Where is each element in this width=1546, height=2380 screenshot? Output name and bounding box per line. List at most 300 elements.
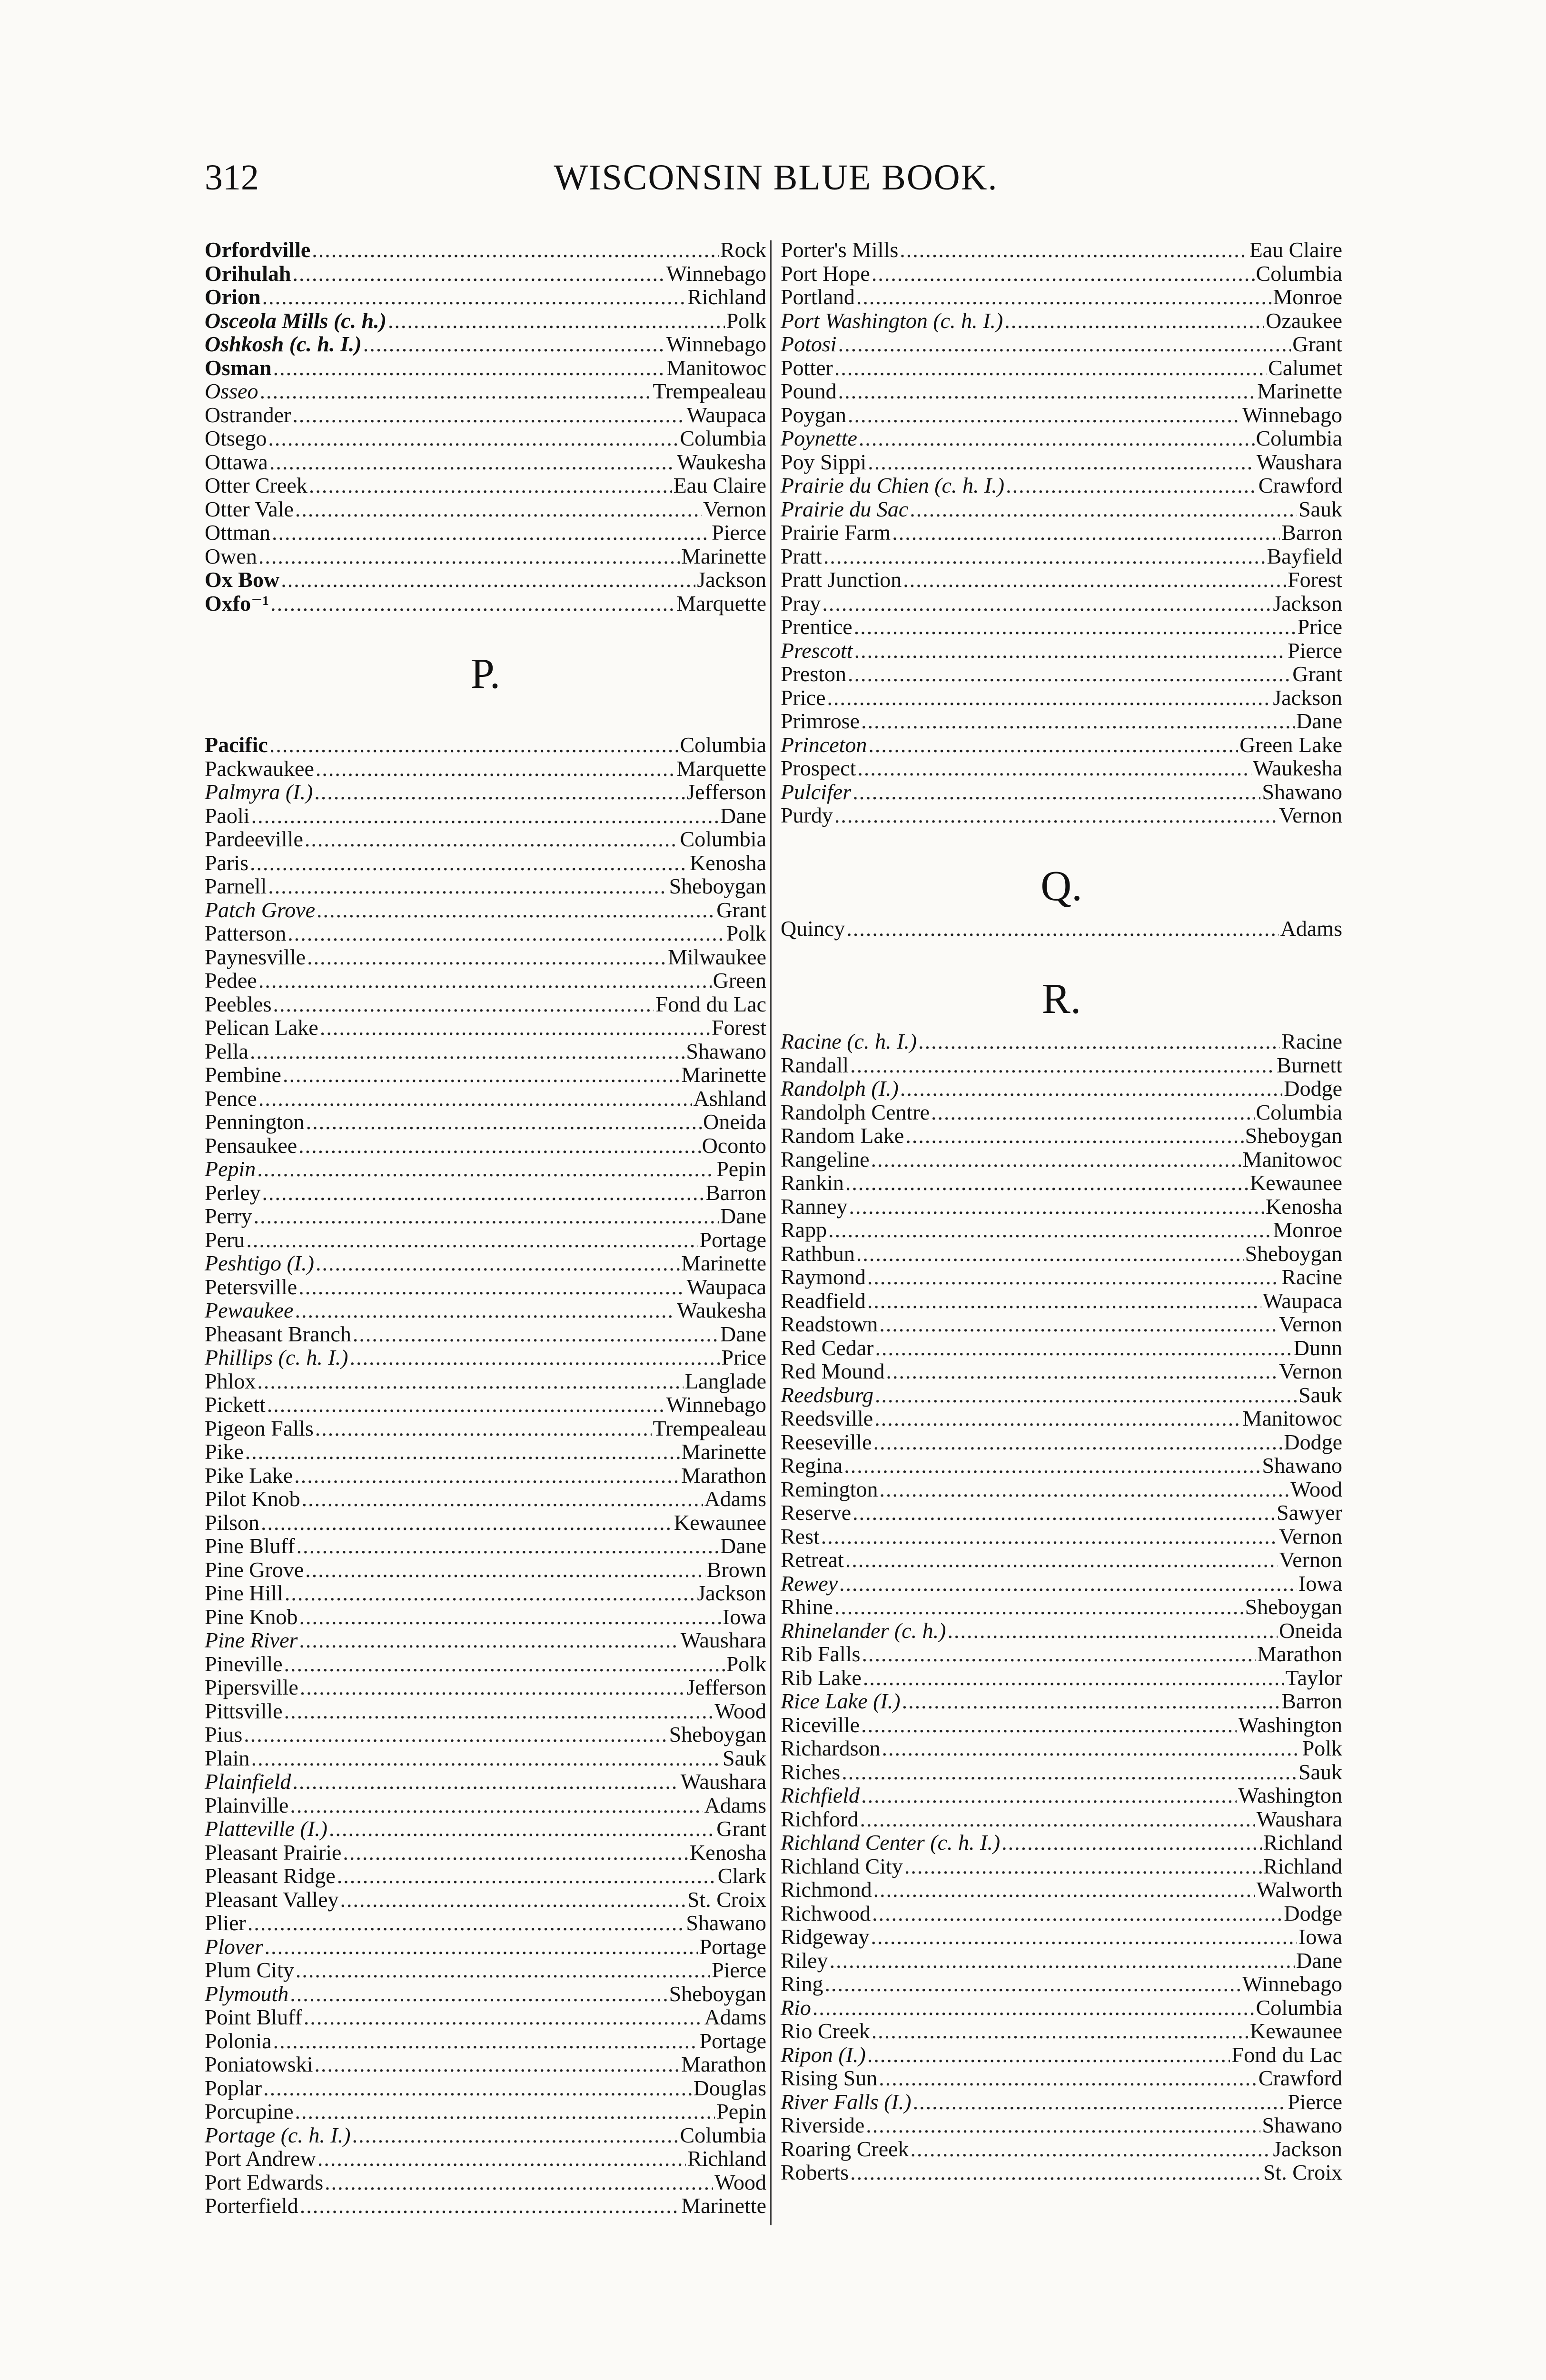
dot-leader: [861, 709, 1295, 733]
place-name: Otter Creek: [205, 473, 307, 497]
dot-leader: [854, 639, 1286, 663]
dot-leader: [293, 262, 665, 286]
place-name: Randall: [781, 1052, 849, 1077]
place-name: Rankin: [781, 1170, 844, 1195]
county-name: Jackson: [1273, 591, 1342, 615]
county-name: Dodge: [1284, 1429, 1342, 1454]
left-column: [205, 238, 766, 2218]
gazetteer-entry: [781, 332, 1342, 356]
dot-leader: [904, 1854, 1262, 1878]
dot-leader: [317, 2147, 686, 2171]
place-name: Pleasant Prairie: [205, 1840, 342, 1864]
dot-leader: [352, 2123, 679, 2147]
gazetteer-entry: [781, 709, 1342, 733]
gazetteer-entry: [781, 1478, 1342, 1501]
county-name: Kewaunee: [1249, 2019, 1342, 2043]
place-name: Porterfield: [205, 2193, 298, 2218]
county-name: Dane: [720, 803, 766, 828]
dot-leader: [292, 403, 685, 427]
gazetteer-entry: [781, 403, 1342, 427]
gazetteer-entry: [781, 1595, 1342, 1619]
place-name: Osman: [205, 355, 272, 380]
spacer: [205, 704, 766, 733]
dot-leader: [856, 285, 1271, 309]
place-name: Remington: [781, 1477, 878, 1501]
place-name: Reeseville: [781, 1429, 872, 1454]
place-name: Phlox: [205, 1368, 256, 1393]
gazetteer-entry: [205, 2171, 766, 2194]
dot-leader: [316, 1251, 680, 1275]
county-name: Sauk: [1298, 496, 1342, 521]
place-name: Point Bluff: [205, 2005, 302, 2029]
p-entries-continued: [781, 238, 1342, 827]
place-name: Random Lake: [781, 1123, 904, 1148]
gazetteer-entry: [205, 238, 766, 262]
county-name: Sawyer: [1277, 1500, 1342, 1525]
dot-leader: [337, 1864, 716, 1888]
place-name: Patterson: [205, 921, 287, 945]
gazetteer-entry: [781, 2137, 1342, 2161]
place-name: Pine Knob: [205, 1604, 298, 1629]
county-name: Price: [1297, 615, 1342, 639]
dot-leader: [845, 1171, 1249, 1195]
place-name: Pedee: [205, 968, 257, 992]
place-name: Peebles: [205, 992, 272, 1016]
gazetteer-entry: [781, 285, 1342, 309]
place-name: Pacific: [205, 733, 268, 757]
gazetteer-entry: [781, 1831, 1342, 1854]
gazetteer-entry: [205, 1393, 766, 1417]
county-name: Shawano: [1262, 2113, 1342, 2137]
dot-leader: [262, 1181, 704, 1205]
gazetteer-entry: [205, 1228, 766, 1252]
place-name: Richland Center (c. h. I.): [781, 1830, 1001, 1854]
dot-leader: [873, 1878, 1255, 1902]
county-name: Richland: [1263, 1830, 1342, 1854]
place-name: Pelican Lake: [205, 1015, 318, 1040]
dot-leader: [856, 1242, 1244, 1266]
spacer: [205, 615, 766, 644]
county-name: Milwaukee: [668, 944, 766, 969]
county-name: Columbia: [680, 827, 766, 851]
county-name: Richland: [1263, 1854, 1342, 1878]
county-name: Dane: [1296, 1948, 1342, 1973]
gazetteer-entry: [781, 803, 1342, 827]
dot-leader: [294, 1464, 680, 1488]
place-name: Plain: [205, 1745, 250, 1770]
place-name: Portland: [781, 285, 855, 309]
county-name: Manitowoc: [666, 355, 766, 380]
dot-leader: [302, 1487, 703, 1511]
dot-leader: [827, 686, 1272, 710]
county-name: Ozaukee: [1266, 308, 1342, 333]
gazetteer-entry: [205, 1794, 766, 1817]
gazetteer-entry: [205, 969, 766, 992]
county-name: Jackson: [697, 567, 766, 592]
place-name: Orfordville: [205, 238, 311, 262]
column-divider: [770, 240, 772, 2225]
county-name: St. Croix: [1263, 2160, 1342, 2184]
county-name: Waukesha: [1253, 756, 1342, 780]
county-name: Waushara: [680, 1628, 766, 1652]
county-name: Crawford: [1258, 473, 1342, 497]
dot-leader: [905, 1124, 1243, 1148]
dot-leader: [292, 1770, 679, 1794]
place-name: Pike Lake: [205, 1463, 293, 1488]
place-name: Port Hope: [781, 261, 870, 286]
dot-leader: [306, 1110, 702, 1134]
place-name: Orihulah: [205, 261, 291, 286]
spacer: [781, 940, 1342, 969]
place-name: Prentice: [781, 615, 852, 639]
place-name: Pound: [781, 379, 837, 403]
county-name: Columbia: [680, 2122, 766, 2147]
county-name: Grant: [716, 1816, 766, 1841]
place-name: Potosi: [781, 332, 837, 356]
gazetteer-entry: [205, 945, 766, 969]
gazetteer-entry: [781, 756, 1342, 780]
place-name: Port Edwards: [205, 2170, 324, 2194]
dot-leader: [250, 1040, 684, 1063]
place-name: Oshkosh (c. h. I.): [205, 332, 362, 356]
dot-leader: [273, 2029, 698, 2053]
place-name: Riley: [781, 1948, 828, 1973]
county-name: Columbia: [680, 426, 766, 450]
dot-leader: [304, 2005, 703, 2029]
dot-leader: [258, 545, 680, 568]
place-name: Poniatowski: [205, 2052, 313, 2076]
dot-leader: [314, 2053, 680, 2076]
place-name: Racine (c. h. I.): [781, 1029, 917, 1053]
dot-leader: [295, 1299, 675, 1322]
dot-leader: [1006, 474, 1257, 497]
gazetteer-entry: [205, 1817, 766, 1841]
place-name: Raymond: [781, 1265, 866, 1289]
place-name: Owen: [205, 544, 257, 568]
county-name: Waushara: [680, 1769, 766, 1794]
county-name: Dane: [720, 1534, 766, 1558]
gazetteer-entry: [205, 992, 766, 1016]
county-name: Langlade: [684, 1368, 766, 1393]
place-name: Pike: [205, 1439, 244, 1464]
county-name: Douglas: [693, 2075, 766, 2100]
place-name: Perley: [205, 1180, 261, 1205]
dot-leader: [879, 2066, 1257, 2090]
place-name: Rhinelander (c. h.): [781, 1618, 946, 1643]
dot-leader: [860, 1807, 1255, 1831]
place-name: Retreat: [781, 1547, 844, 1572]
gazetteer-entry: [781, 1736, 1342, 1760]
county-name: Dodge: [1284, 1901, 1342, 1925]
o-entries: [205, 238, 766, 615]
place-name: Pulcifer: [781, 779, 852, 804]
county-name: Kenosha: [1266, 1194, 1342, 1219]
place-name: Ripon (I.): [781, 2042, 866, 2067]
dot-leader: [251, 804, 719, 828]
county-name: Walworth: [1256, 1877, 1342, 1902]
dot-leader: [931, 1101, 1255, 1124]
dot-leader: [913, 2090, 1286, 2114]
county-name: Manitowoc: [1242, 1147, 1342, 1171]
place-name: Oxfo⁻¹: [205, 591, 269, 615]
county-name: Rock: [720, 238, 766, 262]
county-name: Grant: [716, 897, 766, 922]
gazetteer-entry: [781, 238, 1342, 262]
dot-leader: [300, 2194, 680, 2218]
dot-leader: [862, 1642, 1256, 1666]
county-name: Oconto: [702, 1133, 766, 1158]
place-name: Reedsburg: [781, 1382, 874, 1407]
gazetteer-entry: [781, 1454, 1342, 1478]
county-name: Polk: [726, 1651, 766, 1676]
county-name: Green: [713, 968, 766, 992]
county-name: Barron: [705, 1180, 766, 1205]
gazetteer-entry: [205, 1251, 766, 1275]
place-name: Randolph (I.): [781, 1076, 899, 1101]
place-name: Prairie Farm: [781, 520, 891, 545]
gazetteer-entry: [205, 1487, 766, 1511]
dot-leader: [316, 757, 675, 781]
dot-leader: [254, 1204, 719, 1228]
county-name: Iowa: [1298, 1571, 1342, 1596]
place-name: Pennington: [205, 1110, 305, 1134]
gazetteer-entry: [781, 309, 1342, 333]
place-name: Pigeon Falls: [205, 1416, 314, 1440]
county-name: Marathon: [681, 1463, 766, 1488]
place-name: Plum City: [205, 1958, 294, 1982]
dot-leader: [290, 1982, 667, 2006]
county-name: Columbia: [1256, 426, 1342, 450]
dot-leader: [268, 426, 678, 450]
dot-leader: [268, 874, 667, 898]
county-name: Winnebago: [1242, 402, 1342, 427]
dot-leader: [823, 545, 1266, 568]
gazetteer-entry: [205, 1016, 766, 1040]
dot-leader: [848, 662, 1291, 686]
county-name: Monroe: [1273, 285, 1342, 309]
gazetteer-entry: [781, 1101, 1342, 1124]
gazetteer-entry: [205, 497, 766, 521]
county-name: Iowa: [723, 1604, 766, 1629]
county-name: Columbia: [1256, 1995, 1342, 2020]
place-name: Richford: [781, 1806, 859, 1831]
gazetteer-entry: [781, 1525, 1342, 1548]
dot-leader: [257, 1369, 683, 1393]
dot-leader: [871, 1925, 1298, 1949]
place-name: Prospect: [781, 756, 856, 780]
page-title: WISCONSIN BLUE BOOK.: [554, 158, 998, 198]
gazetteer-entry: [205, 1605, 766, 1629]
place-name: Pella: [205, 1039, 248, 1063]
dot-leader: [329, 1817, 715, 1841]
place-name: Ring: [781, 1972, 823, 1996]
gazetteer-entry: [205, 1864, 766, 1888]
place-name: Poygan: [781, 402, 846, 427]
gazetteer-entry: [205, 1723, 766, 1746]
county-name: Price: [721, 1345, 766, 1369]
dot-leader: [824, 1972, 1240, 1996]
place-name: Pray: [781, 591, 821, 615]
county-name: Kewaunee: [674, 1510, 766, 1535]
place-name: Petersville: [205, 1274, 297, 1299]
place-name: Pensaukee: [205, 1133, 297, 1158]
place-name: Poy Sippi: [781, 449, 867, 474]
page-header: [205, 157, 1347, 214]
place-name: Riches: [781, 1759, 841, 1784]
gazetteer-entry: [781, 1666, 1342, 1690]
county-name: Iowa: [1298, 1924, 1342, 1949]
county-name: Taylor: [1285, 1665, 1342, 1690]
dot-leader: [273, 356, 665, 380]
place-name: Pilson: [205, 1510, 260, 1535]
county-name: Wood: [1290, 1477, 1342, 1501]
gazetteer-entry: [205, 2194, 766, 2218]
place-name: Port Andrew: [205, 2146, 316, 2171]
gazetteer-entry: [205, 1558, 766, 1582]
county-name: Kewaunee: [1249, 1170, 1342, 1195]
gazetteer-entry: [205, 1134, 766, 1158]
place-name: Potter: [781, 355, 833, 380]
place-name: Platteville (I.): [205, 1816, 327, 1841]
dot-leader: [300, 1676, 685, 1699]
county-name: Polk: [726, 308, 766, 333]
gazetteer-entry: [781, 780, 1342, 804]
dot-leader: [852, 780, 1260, 804]
county-name: Pepin: [716, 2099, 766, 2123]
dot-leader: [822, 592, 1271, 615]
dot-leader: [350, 1346, 720, 1369]
county-name: Eau Claire: [673, 473, 766, 497]
dot-leader: [353, 1322, 719, 1346]
place-name: Osseo: [205, 379, 258, 403]
place-name: Pilot Knob: [205, 1487, 300, 1511]
county-name: Oneida: [703, 1110, 766, 1134]
place-name: Poynette: [781, 426, 857, 450]
place-name: Ox Bow: [205, 567, 280, 592]
county-name: Jefferson: [686, 780, 766, 804]
county-name: Waushara: [1256, 449, 1342, 474]
county-name: Sauk: [1298, 1382, 1342, 1407]
dot-leader: [866, 2113, 1260, 2137]
gazetteer-entry: [781, 686, 1342, 710]
gazetteer-entry: [781, 1972, 1342, 1996]
gazetteer-entry: [205, 262, 766, 286]
dot-leader: [875, 1336, 1292, 1360]
county-name: Marquette: [676, 591, 766, 615]
dot-leader: [813, 1996, 1255, 2020]
place-name: Roberts: [781, 2160, 849, 2184]
gazetteer-entry: [205, 1511, 766, 1535]
gazetteer-entry: [781, 1289, 1342, 1313]
gazetteer-entry: [205, 1888, 766, 1912]
dot-leader: [892, 521, 1280, 545]
county-name: Jackson: [697, 1581, 766, 1605]
p-entries: [205, 733, 766, 2218]
gazetteer-entry: [781, 1242, 1342, 1266]
gazetteer-entry: [205, 874, 766, 898]
gazetteer-entry: [781, 426, 1342, 450]
gazetteer-entry: [205, 332, 766, 356]
dot-leader: [838, 332, 1291, 356]
county-name: Waupaca: [1262, 1288, 1342, 1313]
place-name: Prairie du Sac: [781, 496, 909, 521]
place-name: Rio: [781, 1995, 811, 2020]
county-name: Marathon: [1257, 1642, 1342, 1666]
county-name: Shawano: [686, 1039, 766, 1063]
place-name: Rewey: [781, 1571, 838, 1596]
place-name: Ridgeway: [781, 1924, 870, 1949]
county-name: Washington: [1238, 1712, 1342, 1737]
place-name: Ostrander: [205, 402, 291, 427]
dot-leader: [299, 1628, 679, 1652]
dot-leader: [867, 2043, 1230, 2067]
dot-leader: [298, 1275, 685, 1299]
gazetteer-entry: [781, 497, 1342, 521]
gazetteer-entry: [205, 1417, 766, 1440]
county-name: Waukesha: [677, 1298, 766, 1322]
gazetteer-entry: [781, 1996, 1342, 2020]
dot-leader: [307, 945, 666, 969]
gazetteer-entry: [781, 262, 1342, 286]
dot-leader: [309, 474, 672, 497]
county-name: Pierce: [1288, 638, 1342, 663]
gazetteer-entry: [781, 450, 1342, 474]
gazetteer-entry: [781, 1878, 1342, 1902]
county-name: Crawford: [1258, 2066, 1342, 2090]
place-name: Polonia: [205, 2028, 272, 2053]
county-name: Ashland: [693, 1086, 766, 1111]
gazetteer-entry: [205, 426, 766, 450]
dot-leader: [830, 1949, 1295, 1973]
gazetteer-entry: [781, 1195, 1342, 1219]
gazetteer-entry: [205, 2100, 766, 2123]
dot-leader: [863, 1666, 1284, 1690]
gazetteer-entry: [205, 1676, 766, 1699]
place-name: Rio Creek: [781, 2019, 870, 2043]
place-name: Rhine: [781, 1595, 833, 1619]
county-name: Marinette: [681, 1439, 766, 1464]
place-name: Rathbun: [781, 1241, 855, 1266]
dot-leader: [284, 1652, 725, 1676]
place-name: Pittsville: [205, 1698, 283, 1723]
q-entries: [781, 917, 1342, 941]
dot-leader: [261, 1511, 673, 1535]
place-name: Pineville: [205, 1651, 283, 1676]
place-name: Palmyra (I.): [205, 780, 313, 804]
place-name: Rest: [781, 1524, 820, 1548]
place-name: Rising Sun: [781, 2066, 878, 2090]
county-name: Jefferson: [686, 1675, 766, 1699]
county-name: Kenosha: [690, 850, 766, 875]
county-name: Manitowoc: [1242, 1406, 1342, 1430]
county-name: Columbia: [680, 733, 766, 757]
place-name: Portage (c. h. I.): [205, 2122, 351, 2147]
gazetteer-entry: [205, 827, 766, 851]
place-name: Preston: [781, 662, 846, 686]
dot-leader: [281, 568, 695, 592]
place-name: Pine Bluff: [205, 1534, 295, 1558]
dot-leader: [343, 1841, 688, 1864]
county-name: Winnebago: [1242, 1972, 1342, 1996]
county-name: Marinette: [681, 1062, 766, 1087]
dot-leader: [845, 1548, 1278, 1572]
county-name: Fond du Lac: [1231, 2042, 1342, 2067]
county-name: Grant: [1292, 662, 1342, 686]
gazetteer-entry: [205, 403, 766, 427]
gazetteer-entry: [205, 1181, 766, 1205]
dot-leader: [272, 521, 710, 545]
gazetteer-entry: [205, 1652, 766, 1676]
